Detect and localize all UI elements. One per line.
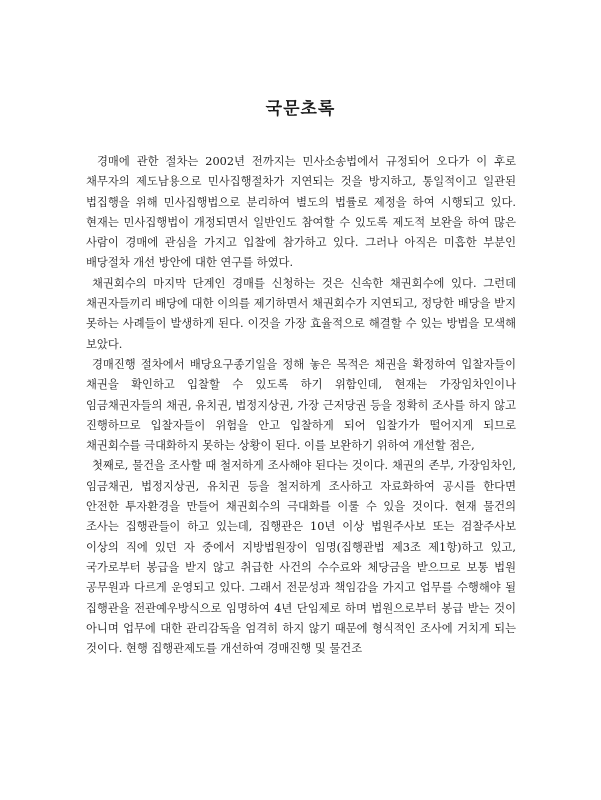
abstract-body [86, 152, 516, 659]
abstract-paragraph-4: 첫째로, 물건을 조사할 때 철저하게 조사해야 된다는 것이다. 채권의 존부, 가장임차인, 임금채권, 법정지상권, 유치권 등을 철저하게 조사하고 자료화하여 공시를 한다면 안전한 투자환경을 만들어 채권회수의 극대화를 이룰 수 있을 것이다. 현재 물건의 조사는 집행관들이 하고 있는데, 집행관은 10년 이상 법원주사보 또는 검찰주사보 이상의 직에 있던 자 중에서 지방법원장이 임명(집행관법 제3조 제1항)하고 있고, 국가로부터 봉급을 받지 않고 취급한 사건의 수수료와 체당금을 받으므로 보통 법원 공무원과 다르게 운영되고 있다. 그래서 전문성과 책임감을 가지고 업무를 수행해야 될 집행관을 전관예우방식으로 임명하여 4년 단임제로 하며 법원으로부터 봉급 받는 것이 아니며 업무에 대한 관리감독을 엄격히 하지 않기 때문에 형식적인 조사에 거치게 되는 것이다. 현행 집행관제도를 개선하여 경매진행 및 물건조 [86, 459, 516, 656]
abstract-paragraph-3: 경매진행 절차에서 배당요구종기일을 정해 놓은 목적은 채권을 확정하여 입찰자들이 채권을 확인하고 입찰할 수 있도록 하기 위함인데, 현재는 가장임차인이나 임금채권자들의 채권, 유치권, 법정지상권, 가장 근저당권 등을 정확히 조사를 하지 않고 진행하므로 입찰자들이 위험을 안고 입찰하게 되어 입찰가가 떨어지게 되므로 채권회수를 극대화하지 못하는 상황이 된다. 이를 보완하기 위하여 개선할 점은, [86, 357, 516, 453]
abstract-paragraph-1: 경매에 관한 절차는 2002년 전까지는 민사소송법에서 규정되어 오다가 이 후로 채무자의 제도남용으로 민사집행절차가 지연되는 것을 방지하고, 통일적이고 일관된 법집행을 위해 민사집행법으로 분리하여 별도의 법률로 제정을 하여 시행되고 있다. 현재는 민사집행법이 개정되면서 일반인도 참여할 수 있도록 제도적 보완을 하여 많은 사람이 경매에 관심을 가지고 입찰에 참가하고 있다. 그러나 아직은 미흡한 부분인 배당절차 개선 방안에 대한 연구를 하였다. [86, 155, 516, 270]
page-title: 국문초록 [265, 99, 336, 119]
abstract-paragraph-2: 채권회수의 마지막 단계인 경매를 신청하는 것은 신속한 채권회수에 있다. 그런데 채권자들끼리 배당에 대한 이의를 제기하면서 채권회수가 지연되고, 정당한 배당을 받지 못하는 사례들이 발생하게 된다. 이것을 가장 효율적으로 해결할 수 있는 방법을 모색해 보았다. [86, 276, 516, 351]
